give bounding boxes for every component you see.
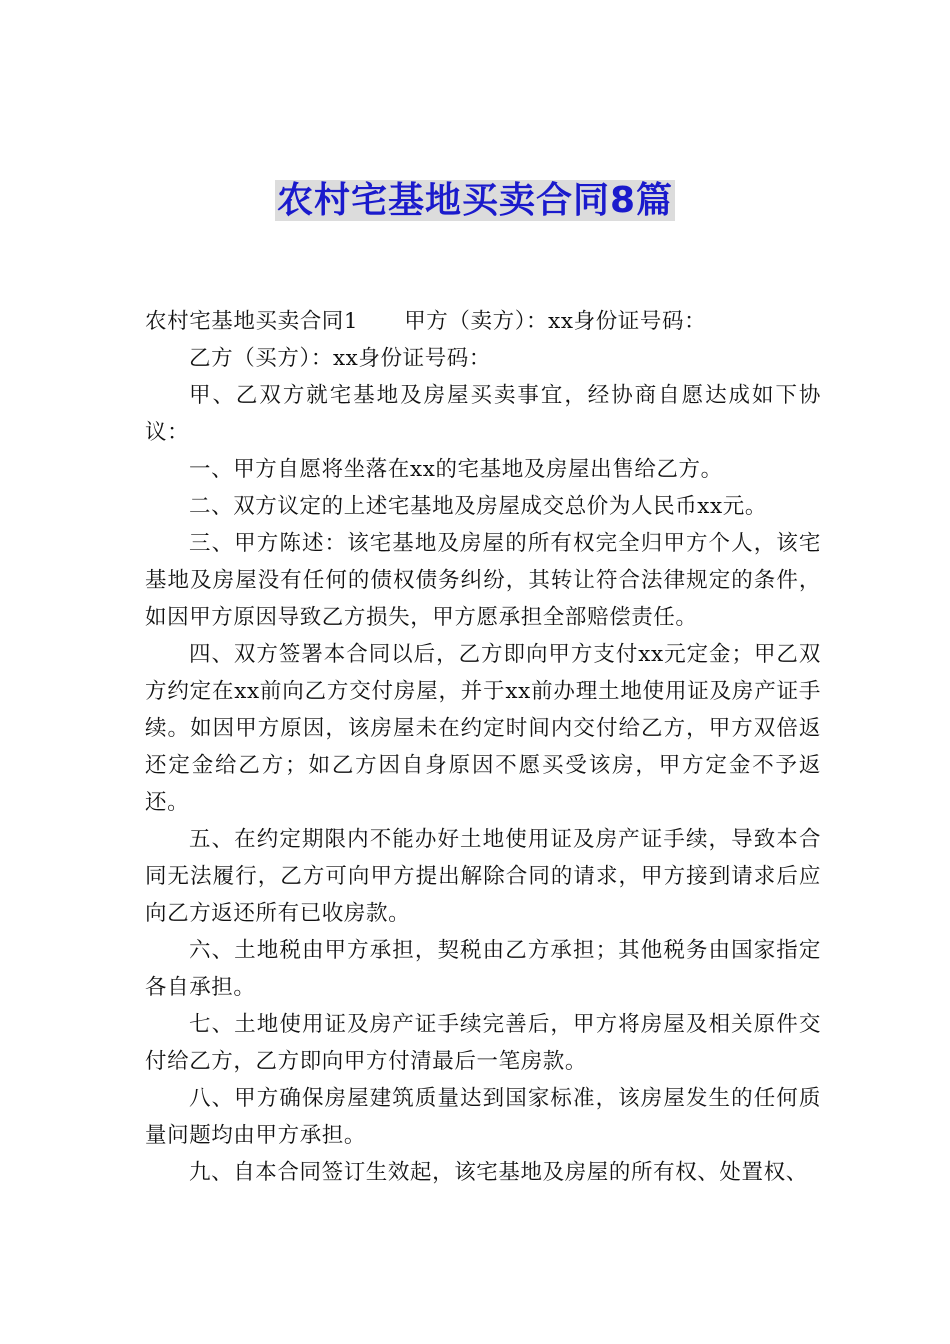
- document-title-text: 农村宅基地买卖合同8篇: [276, 180, 674, 221]
- paragraph-clause-1: 一、甲方自愿将坐落在xx的宅基地及房屋出售给乙方。: [189, 457, 723, 482]
- paragraph-clause-8: 八、甲方确保房屋建筑质量达到国家标准，该房屋发生的任何质量问题均由甲方承担。: [145, 1086, 821, 1148]
- paragraph-clause-4: 四、双方签署本合同以后，乙方即向甲方支付xx元定金；甲乙双方约定在xx前向乙方交付房屋，并于xx前办理土地使用证及房产证手续。如因甲方原因，该房屋未在约定时间内交付给乙方，甲方双倍返还定金给乙方；如乙方因自身原因不愿买受该房，甲方定金不予返还。: [145, 642, 821, 815]
- contract-header-line: [145, 303, 821, 340]
- contract-heading: 农村宅基地买卖合同1: [145, 309, 359, 334]
- paragraph-clause-9: 九、自本合同签订生效起，该宅基地及房屋的所有权、处置权、: [189, 1160, 808, 1185]
- paragraph-clause-2: 二、双方议定的上述宅基地及房屋成交总价为人民币xx元。: [189, 494, 767, 519]
- document-title: [0, 175, 950, 227]
- paragraph-intro: 甲、乙双方就宅基地及房屋买卖事宜，经协商自愿达成如下协议：: [145, 383, 821, 445]
- party-b-line: 乙方（买方）：xx身份证号码：: [189, 346, 492, 371]
- document-body: [145, 303, 821, 1191]
- paragraph-clause-7: 七、土地使用证及房产证手续完善后，甲方将房屋及相关原件交付给乙方，乙方即向甲方付清最后一笔房款。: [145, 1012, 821, 1074]
- paragraph-clause-3: 三、甲方陈述：该宅基地及房屋的所有权完全归甲方个人，该宅基地及房屋没有任何的债权债务纠纷，其转让符合法律规定的条件，如因甲方原因导致乙方损失，甲方愿承担全部赔偿责任。: [145, 531, 821, 630]
- paragraph-clause-5: 五、在约定期限内不能办好土地使用证及房产证手续，导致本合同无法履行，乙方可向甲方提出解除合同的请求，甲方接到请求后应向乙方返还所有已收房款。: [145, 827, 821, 926]
- party-a-line: 甲方（卖方）：xx身份证号码：: [404, 309, 707, 334]
- paragraph-clause-6: 六、土地税由甲方承担，契税由乙方承担；其他税务由国家指定各自承担。: [145, 938, 821, 1000]
